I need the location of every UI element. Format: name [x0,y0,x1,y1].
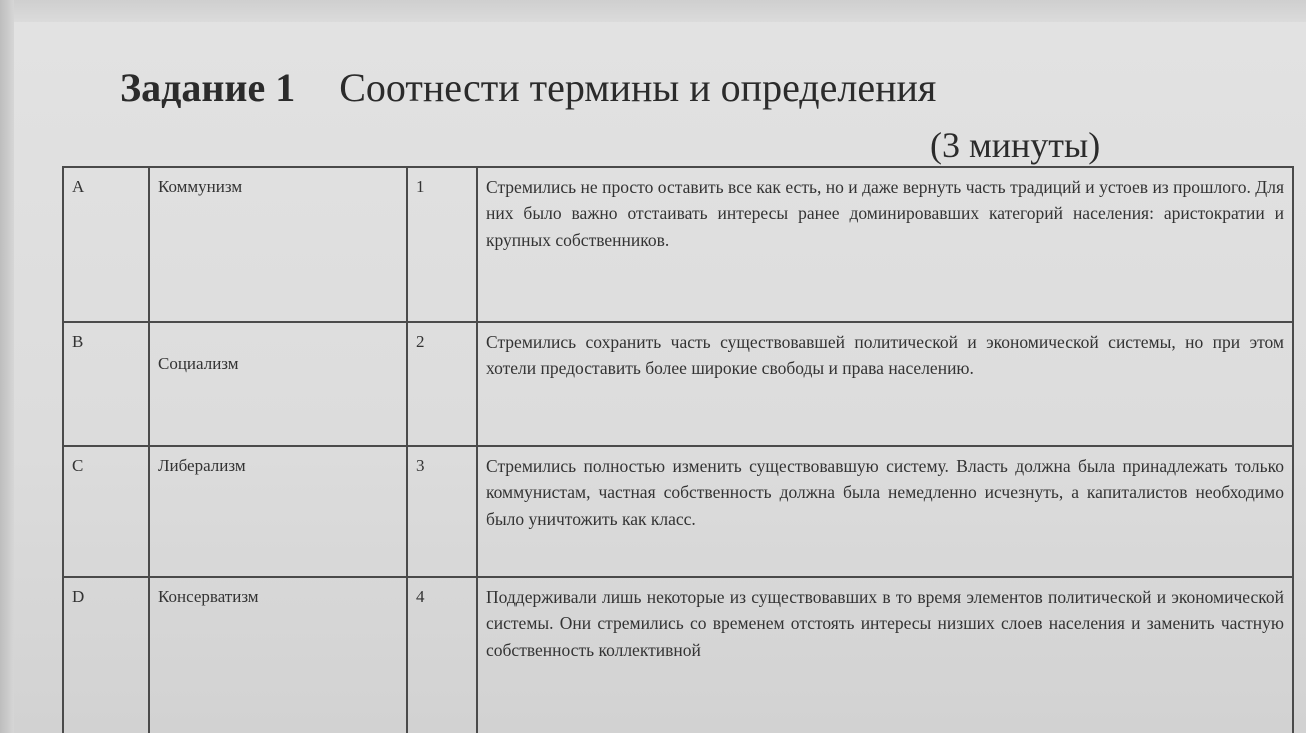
definition-cell: Поддерживали лишь некоторые из существовавших в то время элементов политической и экономической системы. Они стремились со временем отстоять интересы низших слоев населения и заменить частную собственность коллективной [477,577,1293,733]
table-row [63,167,1293,322]
term-cell: Либерализм [149,446,407,577]
definition-cell: Стремились не просто оставить все как есть, но и даже вернуть часть традиций и устоев из прошлого. Для них было важно отстаивать интересы ранее доминировавших категорий населения: аристократии и крупных собственников. [477,167,1293,322]
row-letter: A [63,167,149,322]
term-cell: Коммунизм [149,167,407,322]
table-row [63,322,1293,446]
term-cell: Социализм [149,322,407,446]
page-title [120,64,936,111]
definition-number: 3 [407,446,477,577]
monitor-edge [0,0,14,733]
definition-number: 1 [407,167,477,322]
table-row [63,577,1293,733]
definition-number: 2 [407,322,477,446]
task-title: Соотнести термины и определения [339,65,937,110]
matching-table [62,166,1294,733]
row-letter: B [63,322,149,446]
task-number: Задание 1 [120,65,296,110]
definition-cell: Стремились сохранить часть существовавшей политической и экономической системы, но при этом хотели предоставить более широкие свободы и права населению. [477,322,1293,446]
term-cell: Консерватизм [149,577,407,733]
row-letter: D [63,577,149,733]
row-letter: C [63,446,149,577]
definition-number: 4 [407,577,477,733]
task-duration: (3 минуты) [930,125,1101,165]
definition-cell: Стремились полностью изменить существовавшую систему. Власть должна была принадлежать только коммунистам, частная собственность должна была немедленно исчезнуть, а капиталистов необходимо было уничтожить как класс. [477,446,1293,577]
table-row [63,446,1293,577]
